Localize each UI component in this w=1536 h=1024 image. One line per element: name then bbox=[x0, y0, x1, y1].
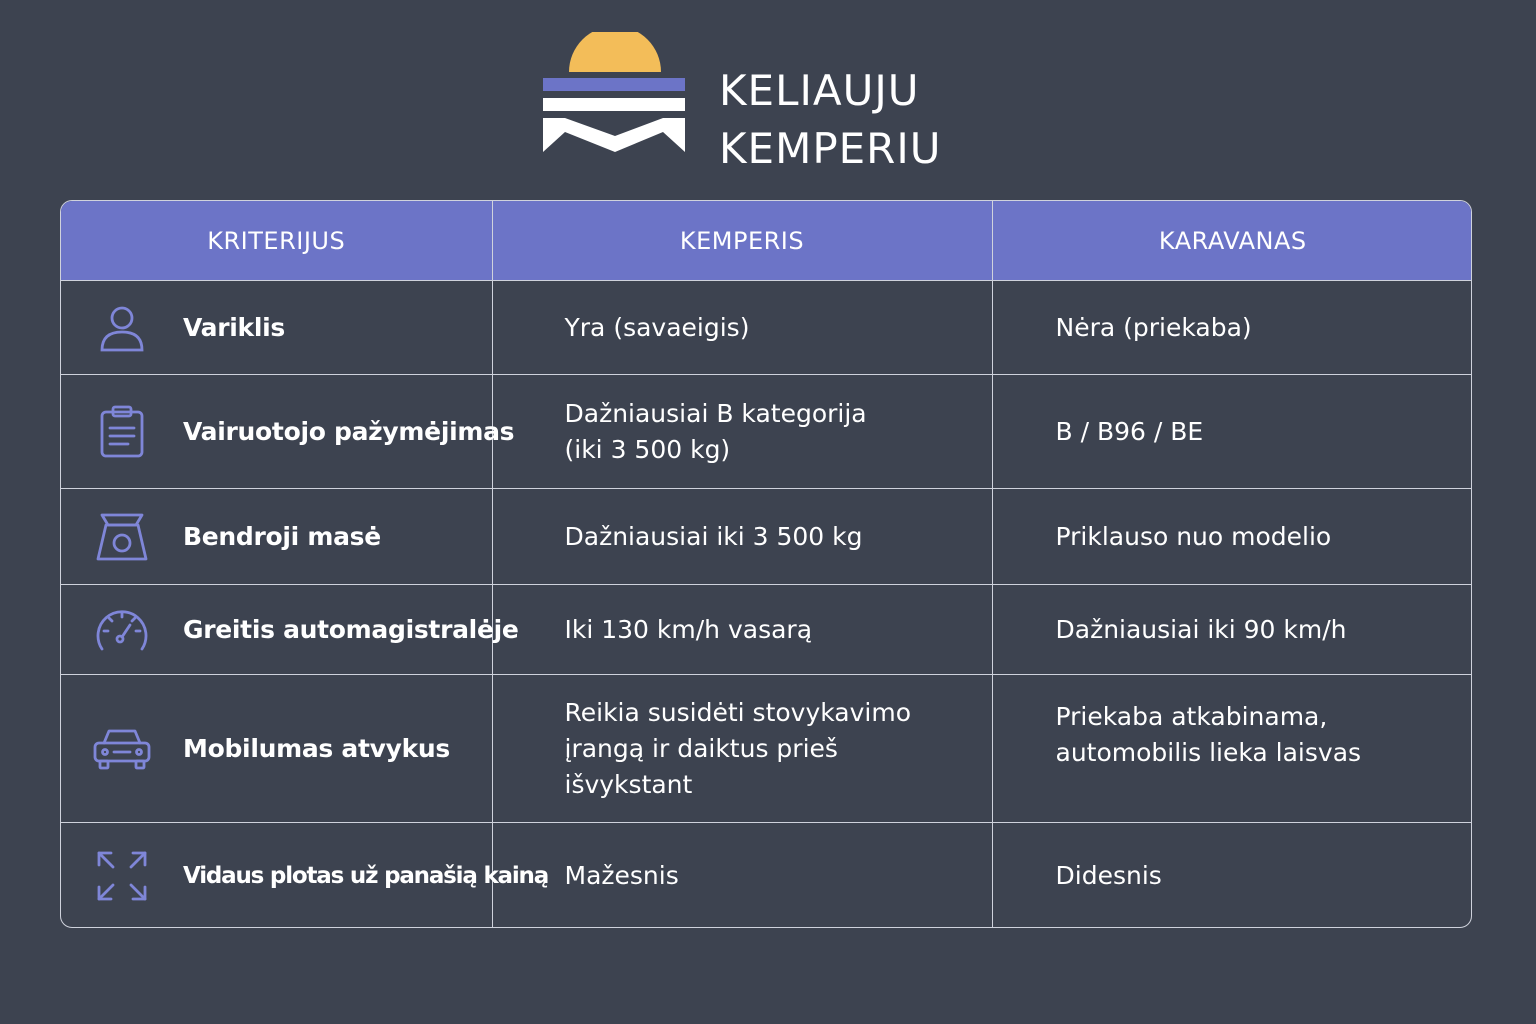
table-header-row bbox=[61, 201, 1472, 281]
logo-mark-icon bbox=[543, 32, 688, 154]
kemperis-value: Dažniausiai iki 3 500 kg bbox=[492, 489, 992, 585]
expand-icon bbox=[91, 845, 153, 907]
criterion-cell bbox=[61, 375, 515, 489]
clipboard-icon bbox=[91, 401, 153, 463]
table-row bbox=[61, 585, 1472, 675]
criterion-label: Mobilumas atvykus bbox=[183, 733, 451, 763]
kemperis-value: Mažesnis bbox=[492, 823, 992, 929]
criterion-cell bbox=[61, 489, 492, 585]
header-kemperis: KEMPERIS bbox=[492, 201, 992, 281]
kemperis-value: Dažniausiai B kategorija (iki 3 500 kg) bbox=[492, 375, 992, 489]
comparison-table bbox=[60, 200, 1472, 928]
karavanas-value: Nėra (priekaba) bbox=[992, 281, 1472, 375]
header-karavanas: KARAVANAS bbox=[992, 201, 1472, 281]
criterion-cell bbox=[61, 281, 492, 375]
criterion-label: Vidaus plotas už panašią kainą bbox=[183, 862, 549, 889]
criterion-label: Vairuotojo pažymėjimas bbox=[183, 416, 515, 446]
karavanas-value: B / B96 / BE bbox=[992, 375, 1472, 489]
karavanas-value: Priklauso nuo modelio bbox=[992, 489, 1472, 585]
scale-icon bbox=[91, 506, 153, 568]
table-row bbox=[61, 823, 1472, 929]
table-row bbox=[61, 375, 1472, 489]
karavanas-value: Priekaba atkabinama, automobilis lieka laisvas bbox=[992, 675, 1472, 823]
brand-line-1: KELIAUJU bbox=[719, 66, 920, 115]
criterion-cell bbox=[61, 675, 492, 823]
kemperis-value: Reikia susidėti stovykavimo įrangą ir daiktus prieš išvykstant bbox=[492, 675, 992, 823]
karavanas-value: Didesnis bbox=[1055, 860, 1162, 890]
criterion-label: Bendroji masė bbox=[183, 521, 381, 551]
table-row bbox=[61, 675, 1472, 823]
criterion-cell bbox=[61, 585, 519, 675]
kemperis-value: Yra (savaeigis) bbox=[492, 281, 992, 375]
brand-line-2: KEMPERIU bbox=[719, 124, 942, 173]
criterion-cell bbox=[61, 823, 549, 929]
kemperis-value: Iki 130 km/h vasarą bbox=[492, 585, 992, 675]
person-icon bbox=[91, 297, 153, 359]
header-criterion: KRITERIJUS bbox=[61, 201, 492, 281]
criterion-label: Variklis bbox=[183, 312, 285, 342]
criterion-label: Greitis automagistralėje bbox=[183, 614, 519, 644]
table-row bbox=[61, 489, 1472, 585]
speedometer-icon bbox=[91, 599, 153, 661]
brand-name bbox=[719, 62, 942, 178]
brand-logo bbox=[543, 32, 963, 173]
car-icon bbox=[91, 718, 153, 780]
karavanas-value: Dažniausiai iki 90 km/h bbox=[992, 585, 1472, 675]
table-row bbox=[61, 281, 1472, 375]
